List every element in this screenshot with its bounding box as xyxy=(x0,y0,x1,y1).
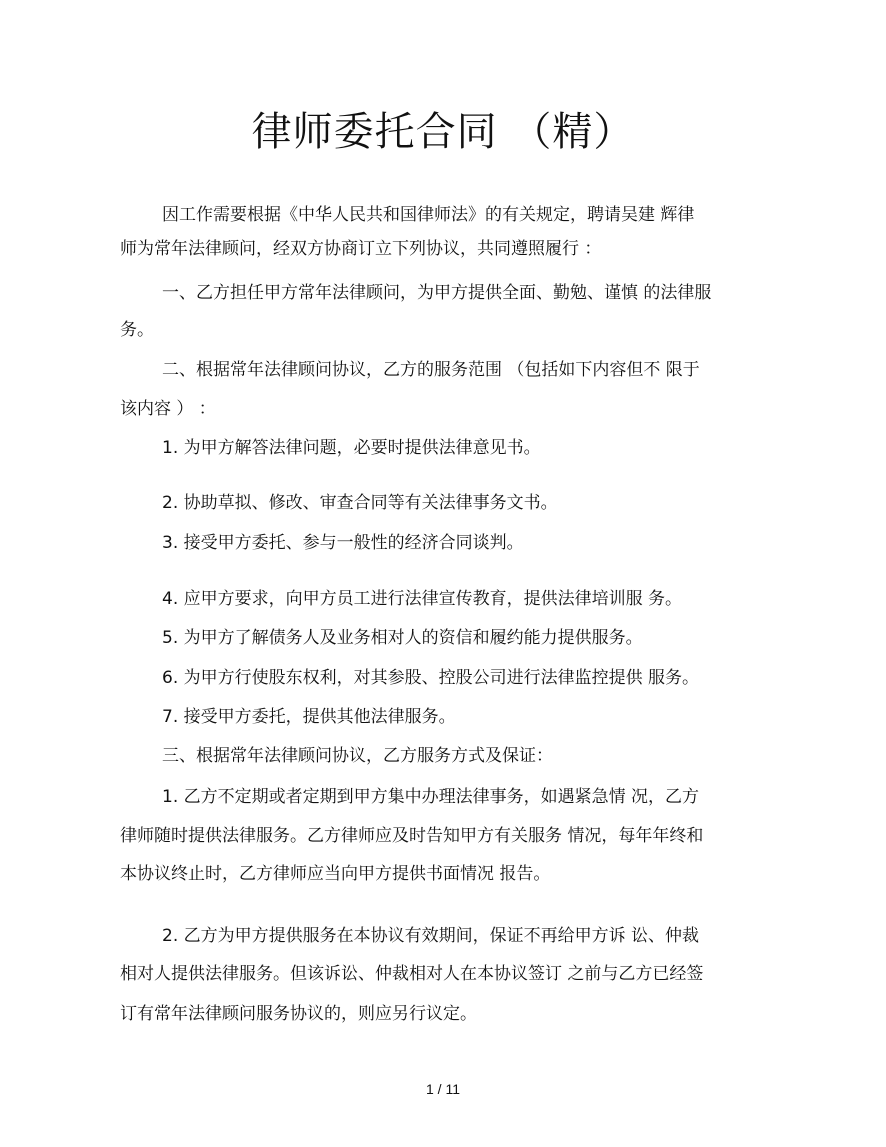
list-item: 5. 为甲方了解债务人及业务相对人的资信和履约能力提供服务。 xyxy=(162,628,643,648)
paragraph-line: 订有常年法律顾问服务协议的，则应另行议定。 xyxy=(120,1004,477,1024)
paragraph-line: 二、根据常年法律顾问协议，乙方的服务范围 （包括如下内容但不 限于 xyxy=(162,360,700,380)
paragraph-line: 师为常年法律顾问，经双方协商订立下列协议，共同遵照履行 ： xyxy=(120,239,602,259)
paragraph-line: 务。 xyxy=(120,320,154,340)
paragraph-line: 1. 乙方不定期或者定期到甲方集中办理法律事务，如遇紧急情 况，乙方 xyxy=(162,787,700,807)
section-heading: 三、根据常年法律顾问协议，乙方服务方式及保证： xyxy=(162,746,553,766)
page-indicator: 1 / 11 xyxy=(426,1081,460,1097)
list-item: 4. 应甲方要求，向甲方员工进行法律宣传教育，提供法律培训服 务。 xyxy=(162,589,683,609)
paragraph-line: 2. 乙方为甲方提供服务在本协议有效期间，保证不再给甲方诉 讼、仲裁 xyxy=(162,926,700,946)
paragraph-line: 本协议终止时，乙方律师应当向甲方提供书面情况 报告。 xyxy=(120,864,551,884)
list-item: 3. 接受甲方委托、参与一般性的经济合同谈判。 xyxy=(162,533,524,553)
paragraph-line: 律师随时提供法律服务。乙方律师应及时告知甲方有关服务 情况，每年年终和 xyxy=(120,826,704,846)
paragraph-line: 一、乙方担任甲方常年法律顾问，为甲方提供全面、勤勉、谨慎 的法律服 xyxy=(162,283,712,303)
list-item: 6. 为甲方行使股东权利，对其参股、控股公司进行法律监控提供 服务。 xyxy=(162,668,700,688)
paragraph-line: 该内容 ） ： xyxy=(120,399,216,419)
paragraph-line: 相对人提供法律服务。但该诉讼、仲裁相对人在本协议签订 之前与乙方已经签 xyxy=(120,964,704,984)
paragraph-line: 因工作需要根据《中华人民共和国律师法》的有关规定，聘请吴建 辉律 xyxy=(162,205,695,225)
list-item: 2. 协助草拟、修改、审查合同等有关法律事务文书。 xyxy=(162,493,558,513)
list-item: 7. 接受甲方委托，提供其他法律服务。 xyxy=(162,707,456,727)
document-title: 律师委托合同 （精） xyxy=(251,109,635,155)
list-item: 1. 为甲方解答法律问题，必要时提供法律意见书。 xyxy=(162,438,541,458)
